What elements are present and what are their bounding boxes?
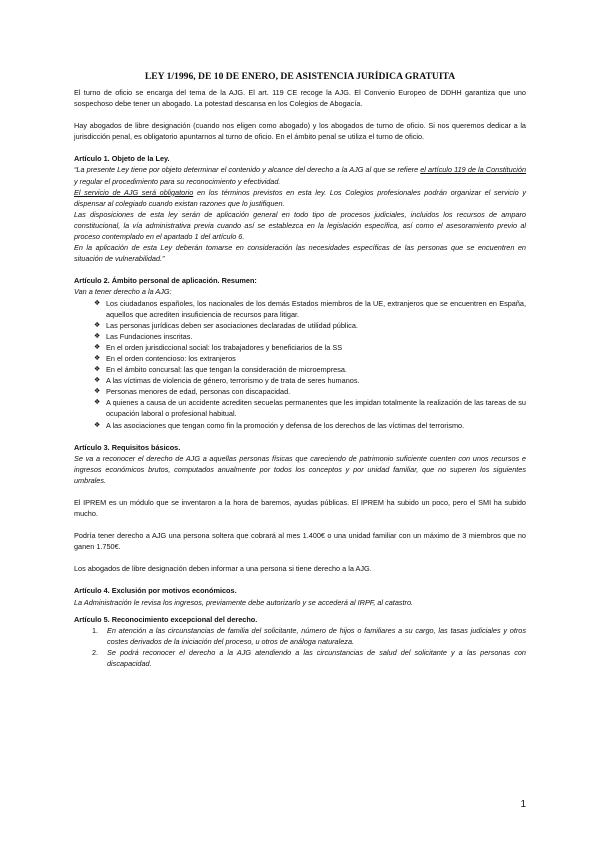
iprem-paragraph: El IPREM es un módulo que se inventaron a la hora de baremos, ayudas públicas. El IPREM ha subido un poco, pero el SMI ha subido mucho. — [74, 498, 526, 519]
article-1-quote-2: El servicio de AJG será obligatorio en los términos previstos en esta ley. Los Colegios profesionales podrán organizar el servicio y dispensar al colegiado cuando existan razones que lo justifiquen. — [74, 187, 526, 208]
diamond-bullet-icon: ❖ — [94, 377, 101, 385]
list-item: 2. Se podrá reconocer el derecho a la AJG atendiendo a las circunstancias de salud del solicitante y a las personas con discapacidad. — [92, 647, 526, 669]
article-1-quote-3: Las disposiciones de esta ley serán de aplicación general en todo tipo de procesos judiciales, incluidos los recursos de amparo constitucional, la vía administrativa previa cuando así se establezca en la legislación específica, así como el asesoramiento previo al proceso contemplado en el apartado 1 del artículo 6. — [74, 209, 526, 242]
list-item: ❖ Los ciudadanos españoles, los nacionales de los demás Estados miembros de la UE, extranjeros que se encuentren en España, aquellos que acrediten insuficiencia de recursos para litigar. — [94, 298, 526, 319]
list-item: ❖ A las asociaciones que tengan como fin la promoción y defensa de los derechos de las víctimas del terrorismo. — [94, 420, 465, 430]
list-item: ❖ Personas menores de edad, personas con discapacidad. — [94, 387, 291, 397]
lawyers-paragraph: Los abogados de libre designación deben informar a una persona si tiene derecho a la AJG. — [74, 564, 372, 574]
intro-paragraph-1: El turno de oficio se encarga del tema de la AJG. El art. 119 CE recoge la AJG. El Convenio Europeo de DDHH garantiza que uno sospechoso debe tener un abogado. La potestad descansa en los Colegios de Abogacía. — [74, 88, 526, 109]
constitution-article-link: el artículo 119 de la Constitución — [420, 165, 527, 175]
beneficiaries-list — [74, 298, 526, 431]
article-3 — [74, 442, 526, 486]
diamond-bullet-icon: ❖ — [94, 332, 101, 340]
article-4-text: La Administración le revisa los ingresos, previamente debe autorizarlo y se accederá al IRPF, al catastro. — [74, 597, 414, 607]
list-item: ❖ A las víctimas de violencia de género, terrorismo y de trata de seres humanos. — [94, 376, 360, 386]
diamond-bullet-icon: ❖ — [94, 343, 101, 351]
article-5-heading: Artículo 5. Reconocimiento excepcional del derecho. — [74, 614, 258, 624]
intro-paragraph-2: Hay abogados de libre designación (cuando nos eligen como abogado) y los abogados de turno de oficio. Si nos queremos dedicar a la jurisdicción penal, es obligatorio apuntarnos al turno de oficio. En el ámbito penal se utiliza el turno de oficio. — [74, 121, 526, 142]
list-item: ❖ En el orden contencioso: los extranjeros — [94, 353, 236, 363]
list-item: ❖ En el ámbito concursal: las que tengan la consideración de microempresa. — [94, 365, 347, 375]
page-number: 1 — [520, 799, 526, 810]
diamond-bullet-icon: ❖ — [94, 399, 101, 407]
diamond-bullet-icon: ❖ — [94, 366, 101, 374]
diamond-bullet-icon: ❖ — [94, 321, 101, 329]
list-item: ❖ En el orden jurisdiccional social: los trabajadores y beneficiarios de la SS — [94, 342, 343, 352]
list-item: ❖ Las personas jurídicas deben ser asociaciones declaradas de utilidad pública. — [94, 320, 358, 330]
diamond-bullet-icon: ❖ — [94, 299, 101, 307]
article-5-list — [74, 625, 526, 669]
article-2-heading: Artículo 2. Ámbito personal de aplicación. Resumen: — [74, 276, 257, 286]
article-5 — [74, 614, 526, 669]
diamond-bullet-icon: ❖ — [94, 354, 101, 362]
example-paragraph: Podría tener derecho a AJG una persona soltera que cobrará al mes 1.400€ o una unidad familiar con un máximo de 3 miembros que no ganen 1.750€. — [74, 531, 526, 552]
article-1-quote-4: En la aplicación de esta Ley deberán tomarse en consideración las necesidades específicas de las personas que se encuentren en situación de vulnerabilidad.” — [74, 243, 526, 264]
list-item: ❖ Las Fundaciones inscritas. — [94, 331, 193, 341]
article-4 — [74, 585, 526, 607]
article-1-quote-1: “La presente Ley tiene por objeto determinar el contenido y alcance del derecho a la AJG al que se refiere el artículo 119 de la Constitución y regular el procedimiento para su reconocimiento y efectividad. — [74, 165, 527, 186]
diamond-bullet-icon: ❖ — [94, 388, 101, 396]
document-body — [74, 71, 526, 669]
page-title: LEY 1/1996, DE 10 DE ENERO, DE ASISTENCIA JURÍDICA GRATUITA — [144, 71, 456, 82]
article-2 — [74, 275, 526, 430]
list-item: 1. En atención a las circunstancias de familia del solicitante, número de hijos o familiares a su cargo, las tasas judiciales y otros costes derivados de la iniciación del proceso, u otros de análoga naturaleza. — [92, 625, 526, 646]
article-1-heading: Artículo 1. Objeto de la Ley. — [74, 154, 170, 164]
article-1 — [74, 153, 526, 264]
article-2-lead: Van a tener derecho a la AJG: — [74, 287, 172, 297]
list-item: ❖ A quienes a causa de un accidente acrediten secuelas permanentes que les impidan totalmente la realización de las tareas de su ocupación laboral o profesional habitual. — [94, 398, 526, 419]
article-3-heading: Artículo 3. Requisitos básicos. — [74, 442, 181, 452]
article-4-heading: Artículo 4. Exclusión por motivos económicos. — [74, 586, 237, 596]
article-3-text: Se va a reconocer el derecho de AJG a aquellas personas físicas que careciendo de patrimonio suficiente cuenten con unos recursos e ingresos económicos brutos, computados anualmente por todos los conceptos y por unidad familiar, que no superen los siguientes umbrales. — [74, 453, 526, 485]
diamond-bullet-icon: ❖ — [94, 421, 101, 429]
